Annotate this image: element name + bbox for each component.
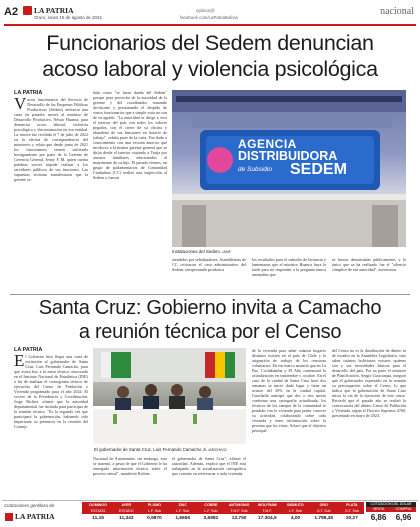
article1-column-3 (172, 257, 246, 292)
article1-dropcap: V (14, 97, 27, 113)
masthead-name: LA PATRIA (34, 6, 74, 15)
article2-headline (0, 296, 420, 344)
section-code: A2 (4, 6, 19, 18)
dollar-sell-value: 6,96 (395, 513, 412, 522)
article2-col2-text: Nacional de Autonomías, sin embargo, esta se ausentó, a pesar de que el Gobierno le ha entregado información técnica sobre el proceso censal", manifestó Richter. (93, 456, 167, 476)
article1-photo (172, 90, 406, 247)
article2-headline-line1: Santa Cruz: Gobierno invita a Camacho (38, 297, 382, 319)
rate-name: ANTIMONIO (228, 503, 250, 507)
rate-value: 1.798,45 (314, 516, 334, 521)
rate-unit: L.F. Sub (288, 509, 303, 513)
rate-unit: ESTADO (90, 509, 106, 513)
article1-column-2 (93, 90, 167, 292)
article2-photo (93, 348, 246, 444)
rate-unit: L.F. Sub (204, 509, 218, 513)
dollar-buy-value: 6,86 (370, 513, 387, 522)
article2-kicker: LA PATRIA (14, 347, 43, 353)
header-rule (4, 24, 416, 26)
article1-col2-text: ñala como "se fuera dueña del Sedem" porque para provecho de la autoridad de la gerente y del coordinador, tomando decisiones y presionando el despido de varios funcionarios que a simple vista no son de su agrado. "La autoridad se dirige a viva el interior del país con todos los valores pegados, con el cierre de su oficina y abandono de sus funciones en horario de trabajo", señala parte de la carta. Fue dado a conocimiento con una versión anterior que involucra a la misma gerente general que se dirija desde el interior viajando a Tarija por asuntos familiares relacionados al matrimonio de su hijo. El pasado viernes, un grupo de parlamentarios de Comunidad Ciudadana (CC) realizó una inspección al Sedem y fueron (93, 90, 167, 180)
article1-caption (172, 249, 231, 254)
rate-name: PLOMO (147, 503, 162, 507)
rate-unit: O.T. Sub (344, 509, 359, 513)
article2-column-4 (252, 348, 326, 498)
article1-column-4 (252, 257, 326, 292)
article2-col4-text: de la vivienda para saber cuántos hogares distintos existen en el país de Chile y la asignación de trabajo de los censistas voluntarios. En ese marco anunció que en La Paz, Cochabamba y El Alto comenzará la actualización en septiembre y octubre. En el caso de la ciudad de Santa Cruz hace dos semanas se inició dado lugar y tiene un avance del 30% en la ciudad capital. Guachalla anticipó que dos o tres meses conforma una cartografía actualizada, los técnicos de los campos de la comunidad se pondrán con la vivienda para poder conocer su actividad, colaborando sobre cada vivienda y tener información sobre la persona que los visita. Aclaró que el objetivo principal (252, 348, 326, 433)
rate-name: BISMUTO (287, 503, 304, 507)
sign-text-line1: AGENCIA (238, 137, 297, 151)
sign-text-line4: SEDEM (290, 161, 347, 178)
article2-col5-text: del Censo no es la distribución de dinero ni de escaños en la Asamblea Legislativa, sino saber cuántos bolivianos existen, quiénes son y sus necesidades básicas para el desarrollo del país. Por su parte el ministro de Planificación, Sergio Cusicanqui, aseguró que el gobernador expresado en la reunión su preocupación sobre el Censo, lo que indica que la gobernación de Santa Cruz inicia la vía de la ejecución de este censo. Recordó que el pasado año se realizó la convocatoria del último Censo de Población y Vivienda, según el Decreto Supremo 4760, presentado en mayo de 2024. (332, 348, 406, 418)
rate-unit: T.M.F. Sub (230, 509, 248, 513)
rate-value: 0,9870 (147, 516, 162, 521)
article1-caption-credit: /ANF (222, 250, 231, 254)
rate-value: 1,6656 (175, 516, 191, 521)
article2-col3-text: el gobernador de Santa Cruz", afirmó el autoridad. Además, explicó que el INE está trabajando en la actualización cartográfica que consiste en referenciar a cada vivienda. (172, 456, 246, 476)
article1-column-1 (14, 97, 88, 292)
rate-value: 13.750 (231, 516, 247, 521)
rate-name: PLATA (346, 503, 358, 507)
rate-value: 20,27 (345, 516, 358, 521)
rate-value: 11,343 (119, 516, 134, 521)
article2-headline-line2: a reunión técnica por el Censo (78, 321, 342, 343)
article2-column-2 (93, 456, 167, 498)
article-divider (10, 294, 410, 295)
article1-col5-text: se fueron denunciadas públicamente, y lo único que se ha realizado fue el "silencio cómplice de esa autoridad", aseveraron. (332, 257, 406, 272)
rate-value: 11,15 (92, 516, 104, 521)
rate-name: DOMINGO (89, 503, 107, 507)
rate-unit: T.M.F. (262, 509, 273, 513)
article2-column-5 (332, 348, 406, 498)
contact-line: opinion@ (196, 8, 215, 13)
article1-caption-text: Instalaciones del Sedem. (172, 249, 222, 254)
article2-column-3 (172, 456, 246, 498)
sign-text-line2: DISTRIBUIDORA (238, 149, 338, 163)
dollar-buy-label: VENTA (366, 507, 391, 512)
sign-text-line3: de Subsidio (238, 166, 272, 173)
rate-value: 4,00 (290, 516, 301, 521)
storefront-graphic (172, 90, 406, 247)
rate-unit: O.T. Sub (316, 509, 331, 513)
article2-col1-text: l Gobierno hizo llegar una carta de invitación al gobernador de Santa Cruz, Luis Fernando Camacho, para que asista hoy a la mesa técnica convocada en el Instituto Nacional de Estadística (INE) a fin de analizar el cronograma técnico de ejecución del Censo de Población y Vivienda programado para el año 2024. El vocero de la Presidencia y Coordinación, Jorge Richter, afirmó que la autoridad departamental fue invitada para participar de la reunión técnica. "Es la segunda vez que participará la gobernación, habiendo sido importante su presencia en la reunión del Consejo (14, 354, 88, 429)
article1-headline (0, 30, 420, 82)
meeting-scene-graphic (93, 348, 246, 444)
article1-headline-line1: Funcionarios del Sedem denuncian (46, 31, 374, 55)
article1-kicker: LA PATRIA (14, 90, 43, 96)
article1-col4-text: los resultados para el subsidio de lactancia y lamentaron que el ministro Huanca haya la tarde para no responder a la pregunta nunca anomalías que (252, 257, 326, 277)
article2-caption-credit: /ARCHIVO (208, 448, 227, 452)
article1-col3-text: atendidos por señalizadores. Asambleístas de CC criticaron el caso administrativo del Sedem, reexpresando productos (172, 257, 246, 272)
rate-name: AYER (121, 503, 132, 507)
article1-col1-text: arios funcionarios del Servicio de Desarrollo de las Empresas Públicas Productivas (Sedem) enviaron una carta en pasados meses al ministro de Desarrollo Productivo, Néstor Huanca, para denunciar acoso laboral, violencia psicológica y discriminación en esa entidad. La misiva fue recibida el 7 de julio de 2022 en la oficina de correspondencia del ministerio y relata que desde junio de 2021 los funcionarios vienen sufriendo hostigamiento por parte de la Gerente de Gerencia General, Jenny F. M. quien cuenta palabras soeces impide realizar a los servidores públicos de sus funciones. Las supuestas víctimas manifestaron que la gerente se- (14, 97, 88, 182)
dollar-box (366, 502, 416, 526)
article2-caption-text: El gobernador de Santa Cruz, Luis Fernando Camacho Ji. (94, 447, 208, 452)
rate-unit: L.F. Sub (147, 509, 162, 513)
dollar-sell-label: COMPRA (391, 507, 416, 512)
rate-name: ORO (319, 503, 328, 507)
rate-value: 3,6982 (203, 516, 219, 521)
rates-label: Cotizaciones gentileza de: (4, 503, 56, 508)
dollar-label: COTIZACIÓN DEL DÓLAR (366, 502, 416, 507)
rate-unit: L.F. Sub (176, 509, 190, 513)
rate-name: COBRE (204, 503, 218, 507)
article2-column-1 (14, 354, 88, 498)
rate-value: 17.304,5 (257, 516, 277, 521)
section-name: nacional (380, 6, 414, 17)
rates-bar (2, 500, 418, 526)
rates-logo: LA PATRIA (15, 512, 55, 521)
masthead-logo-icon (23, 6, 32, 15)
date-line: Oruro, lunes 15 de agosto de 2022 (34, 15, 102, 20)
article1-headline-line2: acoso laboral y violencia psicológica (42, 57, 378, 81)
rate-name: WOLFRAM (257, 503, 277, 507)
article2-dropcap: E (14, 354, 25, 370)
social-line: facebook.com/LaPatriaBolivia (180, 15, 238, 20)
rate-name: ZINC (178, 503, 187, 507)
article2-caption (94, 447, 227, 452)
rates-logo-icon (5, 513, 13, 521)
page-header (0, 0, 420, 24)
article1-column-5 (332, 257, 406, 292)
rate-unit: ESTADO (119, 509, 134, 513)
